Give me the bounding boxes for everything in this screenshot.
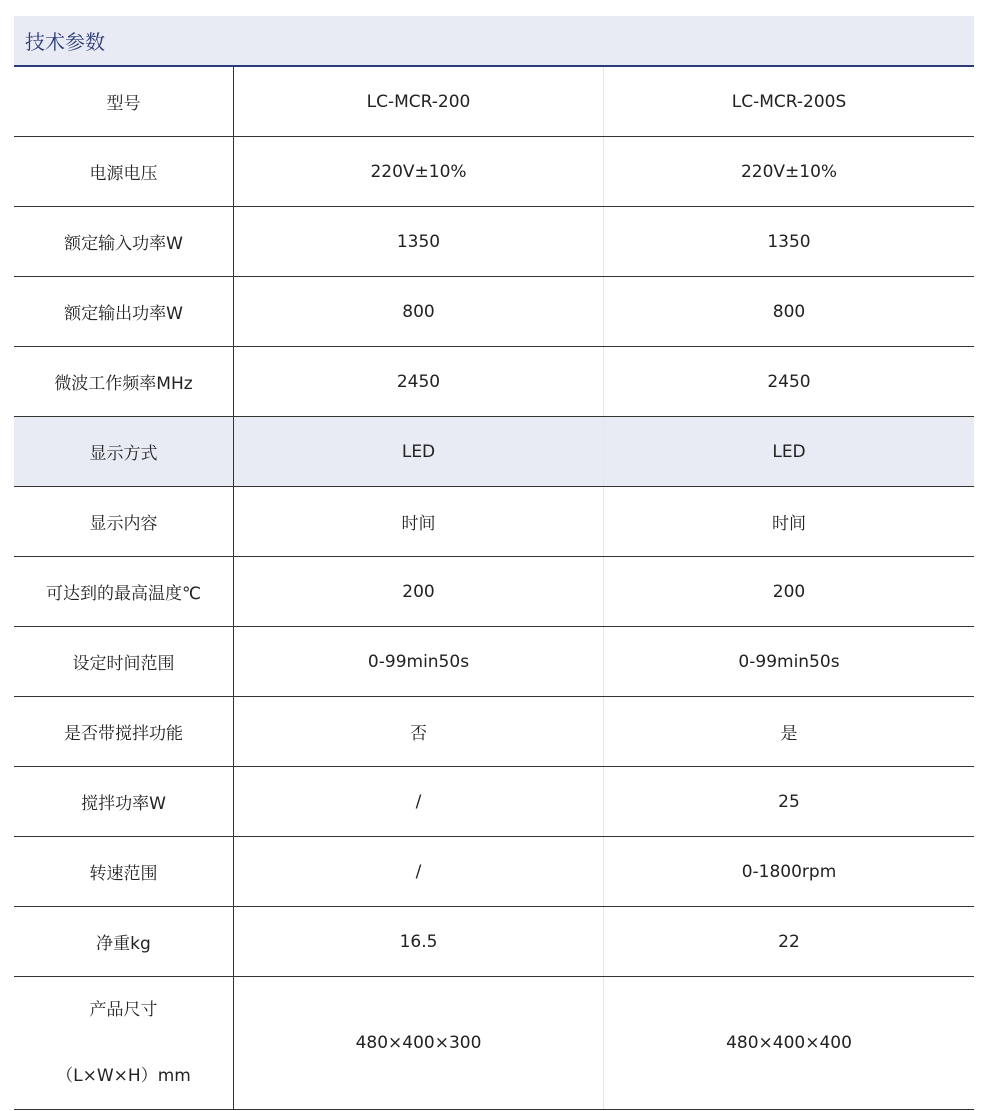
table-row — [14, 907, 974, 977]
value-model-200: 220V±10% — [234, 137, 604, 207]
value-model-200: 否 — [234, 697, 604, 767]
value-model-200s: LC-MCR-200S — [604, 67, 975, 137]
row-label: 净重kg — [14, 907, 234, 977]
table-row — [14, 207, 974, 277]
value-model-200s: 是 — [604, 697, 975, 767]
table-row — [14, 277, 974, 347]
row-label: 搅拌功率W — [14, 767, 234, 837]
table-row — [14, 767, 974, 837]
value-model-200: LED — [234, 417, 604, 487]
row-label: 转速范围 — [14, 837, 234, 907]
label-gap — [14, 1021, 233, 1065]
value-model-200s: 200 — [604, 557, 975, 627]
row-label: 设定时间范围 — [14, 627, 234, 697]
row-label: 是否带搅拌功能 — [14, 697, 234, 767]
table-row-dimensions — [14, 977, 974, 1110]
table-row — [14, 557, 974, 627]
table-row — [14, 697, 974, 767]
value-model-200s: 800 — [604, 277, 975, 347]
spec-table — [14, 67, 974, 1110]
row-label-dimensions — [14, 977, 234, 1110]
table-row — [14, 837, 974, 907]
value-model-200: 800 — [234, 277, 604, 347]
table-row-highlighted — [14, 417, 974, 487]
value-model-200s: LED — [604, 417, 975, 487]
dimensions-label-line1: 产品尺寸 — [89, 1000, 158, 1020]
value-model-200s: 480×400×400 — [604, 977, 975, 1110]
row-label: 额定输入功率W — [14, 207, 234, 277]
value-model-200s: 1350 — [604, 207, 975, 277]
table-row — [14, 137, 974, 207]
row-label: 电源电压 — [14, 137, 234, 207]
dimensions-label-line2: （L×W×H）mm — [56, 1066, 191, 1086]
value-model-200: LC-MCR-200 — [234, 67, 604, 137]
value-model-200: / — [234, 837, 604, 907]
value-model-200: 0-99min50s — [234, 627, 604, 697]
value-model-200s: 25 — [604, 767, 975, 837]
value-model-200s: 22 — [604, 907, 975, 977]
row-label: 可达到的最高温度℃ — [14, 557, 234, 627]
value-model-200s: 2450 — [604, 347, 975, 417]
row-label: 型号 — [14, 67, 234, 137]
value-model-200s: 0-1800rpm — [604, 837, 975, 907]
row-label: 微波工作频率MHz — [14, 347, 234, 417]
value-model-200: 1350 — [234, 207, 604, 277]
value-model-200: 16.5 — [234, 907, 604, 977]
value-model-200: 480×400×300 — [234, 977, 604, 1110]
table-row — [14, 67, 974, 137]
value-model-200s: 220V±10% — [604, 137, 975, 207]
spec-panel — [14, 16, 974, 1110]
table-row — [14, 487, 974, 557]
row-label: 显示方式 — [14, 417, 234, 487]
value-model-200: 时间 — [234, 487, 604, 557]
value-model-200s: 0-99min50s — [604, 627, 975, 697]
table-row — [14, 347, 974, 417]
section-title: 技术参数 — [25, 30, 105, 54]
row-label: 额定输出功率W — [14, 277, 234, 347]
section-header — [14, 16, 974, 67]
row-label: 显示内容 — [14, 487, 234, 557]
value-model-200: / — [234, 767, 604, 837]
table-row — [14, 627, 974, 697]
value-model-200: 2450 — [234, 347, 604, 417]
value-model-200: 200 — [234, 557, 604, 627]
value-model-200s: 时间 — [604, 487, 975, 557]
